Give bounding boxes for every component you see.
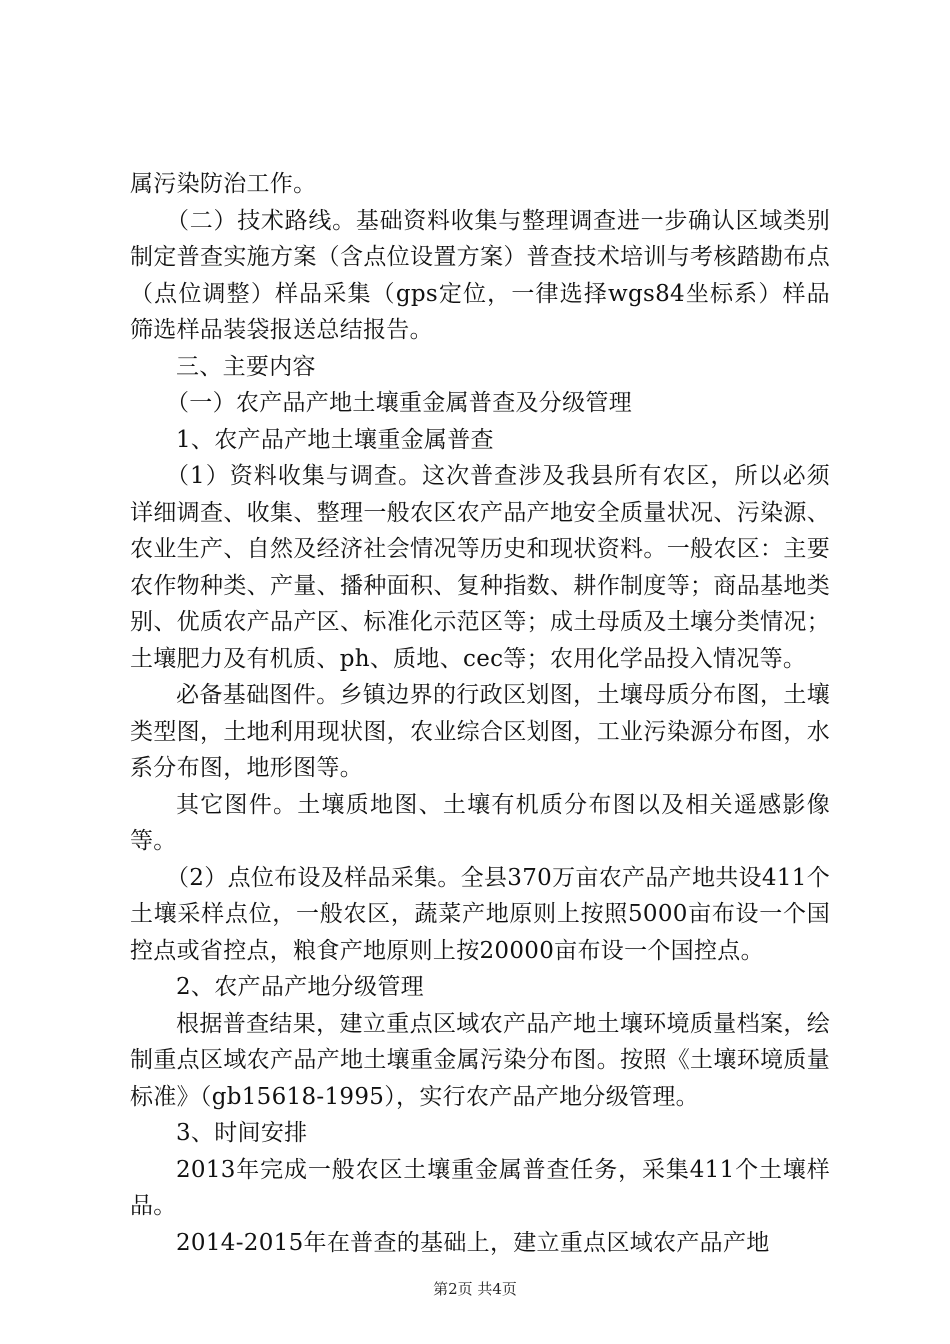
paragraph-9: （2）点位布设及样品采集。全县370万亩农产品产地共设411个土壤采样点位，一般农区，蔬菜产地原则上按照5000亩布设一个国控点或省控点，粮食产地原则上按20000亩布设一个国控点。 bbox=[130, 864, 830, 964]
item-heading-1: 1、农产品产地土壤重金属普查 bbox=[176, 426, 494, 453]
item-heading-2: 2、农产品产地分级管理 bbox=[176, 974, 424, 1000]
paragraph-13: 2013年完成一般农区土壤重金属普查任务，采集411个土壤样品。 bbox=[130, 1156, 830, 1219]
page-number-footer: 第2页 共4页 bbox=[433, 1280, 517, 1298]
document-body bbox=[130, 166, 830, 1261]
subsection-heading-1: （一）农产品产地土壤重金属普查及分级管理 bbox=[166, 390, 632, 416]
paragraph-1: 属污染防治工作。 bbox=[130, 171, 317, 197]
section-heading-main-content: 三、主要内容 bbox=[176, 353, 316, 380]
paragraph-11: 根据普查结果，建立重点区域农产品产地土壤环境质量档案，绘制重点区域农产品产地土壤重金属污染分布图。按照《土壤环境质量标准》（gb15618-1995），实行农产品产地分级管理。 bbox=[130, 1010, 830, 1110]
paragraph-2: （二）技术路线。基础资料收集与整理调查进一步确认区域类别制定普查实施方案（含点位设置方案）普查技术培训与考核踏勘布点（点位调整）样品采集（gps定位，一律选择wgs84坐标系）样品筛选样品装袋报送总结报告。 bbox=[130, 207, 830, 343]
paragraph-14: 2014-2015年在普查的基础上，建立重点区域农产品产地 bbox=[176, 1229, 770, 1256]
paragraph-6: （1）资料收集与调查。这次普查涉及我县所有农区，所以必须详细调查、收集、整理一般农区农产品产地安全质量状况、污染源、农业生产、自然及经济社会情况等历史和现状资料。一般农区：主要农作物种类、产量、播种面积、复种指数、耕作制度等；商品基地类别、优质农产品产区、标准化示范区等；成土母质及土壤分类情况；土壤肥力及有机质、ph、质地、cec等；农用化学品投入情况等。 bbox=[130, 463, 830, 672]
paragraph-8: 其它图件。土壤质地图、土壤有机质分布图以及相关遥感影像等。 bbox=[130, 791, 830, 854]
item-heading-3: 3、时间安排 bbox=[176, 1120, 308, 1146]
paragraph-7: 必备基础图件。乡镇边界的行政区划图，土壤母质分布图，土壤类型图，土地利用现状图，农业综合区划图，工业污染源分布图，水系分布图，地形图等。 bbox=[130, 682, 830, 781]
